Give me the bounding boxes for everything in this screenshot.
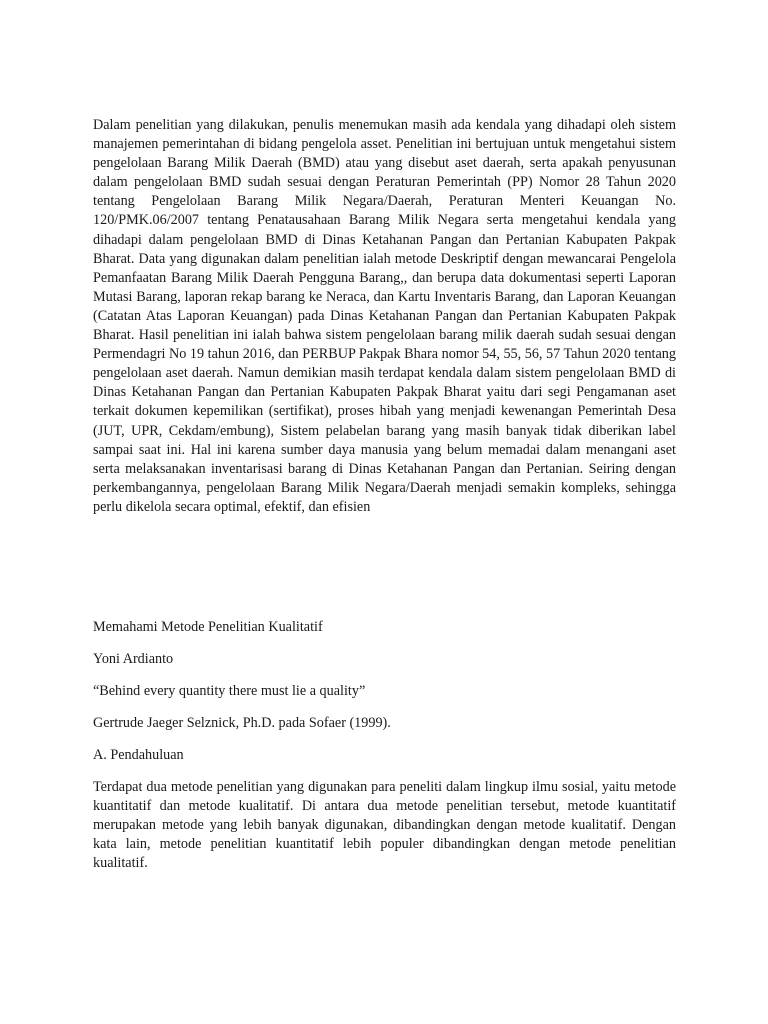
section-spacer bbox=[93, 517, 676, 618]
epigraph-source: Gertrude Jaeger Selznick, Ph.D. pada Sofaer (1999). bbox=[93, 714, 391, 731]
document-page bbox=[93, 116, 676, 873]
intro-paragraph: Terdapat dua metode penelitian yang digunakan para peneliti dalam lingkup ilmu sosial, yaitu metode kuantitatif dan metode kualitatif. Di antara dua metode penelitian tersebut, metode kuantitatif merupakan metode yang lebih banyak digunakan, dibandingkan dengan metode kualitatif. Dengan kata lain, metode penelitian kuantitatif lebih populer dibandingkan dengan metode penelitian kualitatif. bbox=[93, 778, 676, 871]
abstract-paragraph: Dalam penelitian yang dilakukan, penulis menemukan masih ada kendala yang dihadapi oleh sistem manajemen pemerintahan di bidang pengelola asset. Penelitian ini bertujuan untuk mengetahui sistem pengelolaan Barang Milik Daerah (BMD) atau yang disebut aset daerah, serta apakah penyusunan dalam pengelolaan BMD sudah sesuai dengan Peraturan Pemerintah (PP) Nomor 28 Tahun 2020 tentang Pengelolaan Barang Milik Negara/Daerah, Peraturan Menteri Keuangan No. 120/PMK.06/2007 tentang Penatausahaan Barang Milik Negara serta mengetahui kendala yang dihadapi dalam pengelolaan BMD di Dinas Ketahanan Pangan dan Pertanian Kabupaten Pakpak Bharat. Data yang digunakan dalam penelitian ialah metode Deskriptif dengan mewancarai Pengelola Pemanfaatan Barang Milik Daerah Pengguna Barang,, dan berupa data dokumentasi seperti Laporan Mutasi Barang, laporan rekap barang ke Neraca, dan Kartu Inventaris Barang, dan Laporan Keuangan (Catatan Atas Laporan Keuangan) pada Dinas Ketahanan Pangan dan Pertanian Kabupaten Pakpak Bharat. Hasil penelitian ini ialah bahwa sistem pengelolaan barang milik daerah sudah sesuai dengan Permendagri No 19 tahun 2016, dan PERBUP Pakpak Bhara nomor 54, 55, 56, 57 Tahun 2020 tentang pengelolaan aset daerah. Namun demikian masih terdapat kendala dalam sistem pengelolaan BMD di Dinas Ketahanan Pangan dan Pertanian Kabupaten Pakpak Bharat yaitu dari segi Pengamanan aset terkait dokumen kepemilikan (sertifikat), proses hibah yang menjadi kewenangan Pemerintah Desa (JUT, UPR, Cekdam/embung), Sistem pelabelan barang yang masih banyak tidak diberikan label sampai saat ini. Hal ini karena sumber daya manusia yang belum memadai dalam menangani aset serta melaksanakan inventarisasi barang di Dinas Ketahanan Pangan dan Pertanian. Seiring dengan perkembangannya, pengelolaan Barang Milik Negara/Daerah menjadi semakin kompleks, sehingga perlu dikelola secara optimal, efektif, dan efisien bbox=[93, 117, 676, 515]
section-heading: A. Pendahuluan bbox=[93, 746, 184, 763]
article-title: Memahami Metode Penelitian Kualitatif bbox=[93, 618, 323, 635]
epigraph-quote: “Behind every quantity there must lie a quality” bbox=[93, 682, 366, 699]
article-author: Yoni Ardianto bbox=[93, 650, 174, 667]
